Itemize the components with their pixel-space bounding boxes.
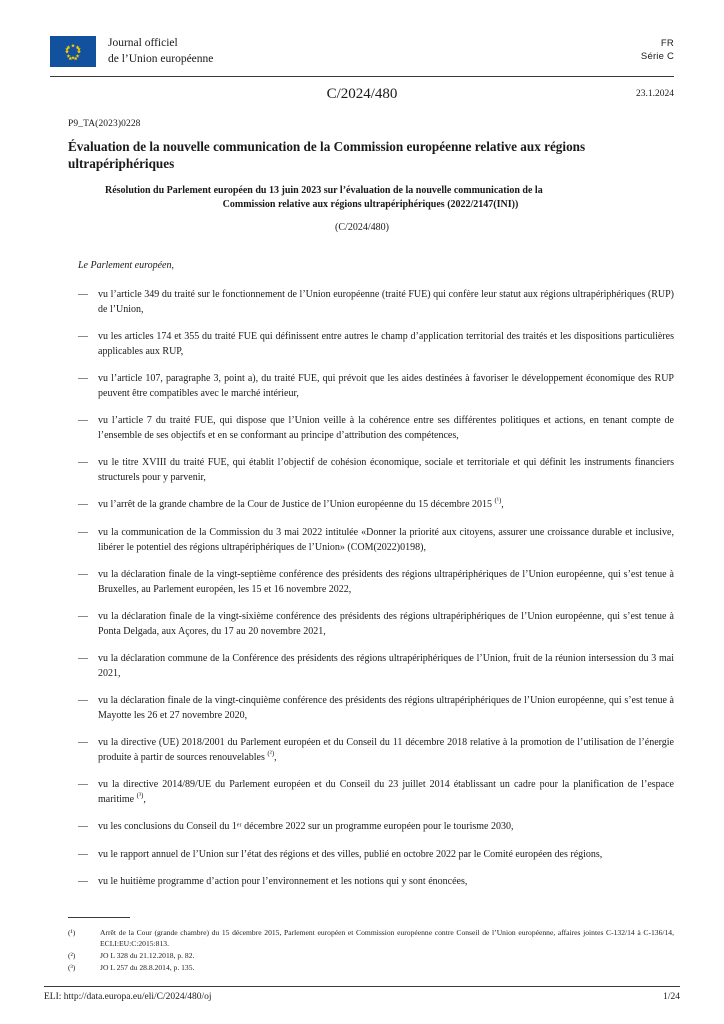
recital-list (78, 288, 674, 902)
recital-text: vu le titre XVIII du traité FUE, qui établit l’objectif de cohésion économique, sociale et territoriale et qui définit les instruments financiers structurels pour y parvenir, (98, 457, 674, 484)
recital-text: vu les articles 174 et 355 du traité FUE qui définissent entre autres le champ d’application territorial des traités et les dispositions particulières applicables aux RUP, (98, 331, 674, 357)
document-number-row (50, 86, 674, 108)
recital-item (78, 875, 674, 890)
page-title: Évaluation de la nouvelle communication de la Commission européenne relative aux régions ultrapériphériques (68, 139, 586, 172)
footnote-text: JO L 328 du 21.12.2018, p. 82. (100, 951, 195, 960)
recital-dash: — (78, 653, 88, 665)
recital-text: vu le rapport annuel de l’Union sur l’état des régions et des villes, publié en octobre 2022 par le Comité européen des régions, (98, 848, 603, 860)
recital-dash: — (78, 821, 88, 833)
subtitle-last-line: Commission relative aux régions ultrapériphériques (2022/2147(INI)) (222, 199, 519, 211)
recital-dash: — (78, 373, 88, 385)
footnote-item (68, 927, 674, 949)
recital-dash: — (78, 331, 88, 343)
recital-item (78, 498, 674, 513)
recital-text: vu l’arrêt de la grande chambre de la Cour de Justice de l’Union européenne du 15 décembre 2015 $^{(^1)}$, (98, 497, 504, 511)
masthead-line-2: de l’Union européenne (108, 52, 214, 65)
language-code: FR (660, 38, 674, 49)
masthead (50, 36, 674, 72)
recital-dash: — (78, 610, 88, 622)
recital-dash: — (78, 779, 88, 791)
masthead-meta (641, 38, 674, 64)
footnote-marker[interactable]: (¹) (494, 497, 502, 506)
footnote-list (68, 927, 674, 974)
recital-text: vu la déclaration finale de la vingt-cinquième conférence des présidents des régions ultrapériphériques de l’Union européenne, qui s’est tenue à Mayotte les 26 et 27 novembre 2020, (98, 695, 674, 721)
recital-item (78, 694, 674, 724)
footnote-marker: (¹) (68, 928, 76, 937)
recital-item (78, 330, 674, 360)
recital-dash: — (78, 737, 88, 749)
recital-text: vu l’article 349 du traité sur le fonctionnement de l’Union européenne (traité FUE) qui confère leur statut aux régions ultrapériphériques (RUP) de l’Union, (98, 289, 674, 315)
masthead-title (108, 36, 213, 66)
ta-reference: P9_TA(2023)0228 (68, 119, 141, 129)
recital-text: vu l’article 107, paragraphe 3, point a), du traité FUE, qui prévoit que les aides destinées à favoriser le développement économique des RUP peuvent être compatibles avec le marché intérieur, (98, 373, 674, 399)
recital-dash: — (78, 568, 88, 580)
footer-divider (44, 986, 680, 987)
recital-item (78, 610, 674, 640)
recital-dash: — (78, 415, 88, 427)
series-label: Série C (640, 50, 674, 62)
footnote-text: Arrêt de la Cour (grande chambre) du 15 décembre 2015, Parlement européen et Commission européenne contre Conseil de l’Union européenne, affaires jointes C-132/14 à C-136/14, ECLI:EU:C:2015:813. (100, 928, 674, 948)
recital-dash: — (78, 289, 88, 300)
masthead-line-1: Journal officiel (108, 37, 178, 50)
recital-item (78, 778, 674, 808)
footnote-divider (68, 917, 130, 918)
page-number: 1/24 (663, 992, 680, 1002)
recital-text: vu l’article 7 du traité FUE, qui dispose que l’Union veille à la cohérence entre ses différentes politiques et actions, en tenant compte de l’ensemble de ses objectifs et en se conformant au principe d’attribution des compétences, (98, 415, 674, 442)
recital-item (78, 414, 674, 444)
recital-text: vu la directive 2014/89/UE du Parlement européen et du Conseil du 23 juillet 2014 établissant un cadre pour la planification de l’espace maritime $^{(^3)}$, (98, 779, 674, 806)
footnote-marker: (²) (68, 951, 76, 960)
recital-dash: — (78, 457, 88, 469)
recital-item (78, 568, 674, 598)
intro-line: Le Parlement européen, (78, 260, 174, 271)
recital-item (78, 288, 674, 318)
eli-link[interactable]: ELI: http://data.europa.eu/eli/C/2024/480/oj (44, 992, 212, 1002)
recital-dash: — (78, 526, 88, 538)
recital-text: vu la déclaration finale de la vingt-sixième conférence des présidents des régions ultrapériphériques de l’Union européenne, qui s’est tenue à Ponta Delgada, aux Açores, du 17 au 20 novembre 2021, (98, 610, 674, 637)
recital-text: vu la déclaration finale de la vingt-septième conférence des présidents des régions ultrapériphériques de l’Union européenne, qui s’est tenue à Bruxelles, au Parlement européen, les 15 et 16 novembre 2022, (98, 568, 674, 595)
recital-item (78, 372, 674, 402)
page-footer (44, 992, 680, 1008)
footnote-marker[interactable]: (³) (136, 791, 144, 800)
document-subtitle (105, 184, 636, 212)
document-number: C/2024/480 (326, 86, 398, 102)
recital-text: vu la communication de la Commission du 3 mai 2022 intitulée «Donner la priorité aux citoyens, assurer une croissance durable et inclusive, libérer le potentiel des régions ultrapériphériques de l’Union» (COM(2022)0198), (98, 526, 674, 553)
publication-date: 23.1.2024 (636, 89, 674, 99)
recital-item (78, 652, 674, 682)
recital-item (78, 820, 674, 835)
subtitle-document-number: (C/2024/480) (335, 222, 389, 233)
footnote-text: JO L 257 du 28.8.2014, p. 135. (100, 963, 195, 972)
recital-text: vu la déclaration commune de la Conférence des présidents des régions ultrapériphériques de l’Union, fruit de la réunion intersession du 3 mai 2021, (98, 653, 674, 679)
footnote-marker[interactable]: (²) (267, 749, 275, 758)
masthead-brand (50, 36, 213, 67)
footnote-item (68, 950, 674, 961)
subtitle-main: Résolution du Parlement européen du 13 juin 2023 sur l’évaluation de la nouvelle communication de la (105, 185, 543, 196)
recital-text: vu les conclusions du Conseil du 1ᵉʳ décembre 2022 sur un programme européen pour le tourisme 2030, (98, 821, 514, 833)
header-divider (50, 76, 674, 77)
footnote-item (68, 962, 674, 973)
recital-text: vu le huitième programme d’action pour l’environnement et les notions qui y sont énoncées, (98, 876, 468, 888)
recital-text: vu la directive (UE) 2018/2001 du Parlement européen et du Conseil du 11 décembre 2018 relative à la promotion de l’utilisation de l’énergie produite à partir de sources renouvelables $^{(^2)}$, (98, 737, 674, 764)
recital-dash: — (78, 499, 88, 511)
footnote-marker: (³) (68, 963, 76, 972)
recital-dash: — (78, 695, 88, 707)
recital-item (78, 456, 674, 486)
eu-flag-icon (50, 36, 96, 67)
recital-dash: — (78, 876, 88, 888)
recital-item (78, 848, 674, 863)
recital-item (78, 736, 674, 766)
recital-dash: — (78, 848, 88, 860)
recital-item (78, 526, 674, 556)
